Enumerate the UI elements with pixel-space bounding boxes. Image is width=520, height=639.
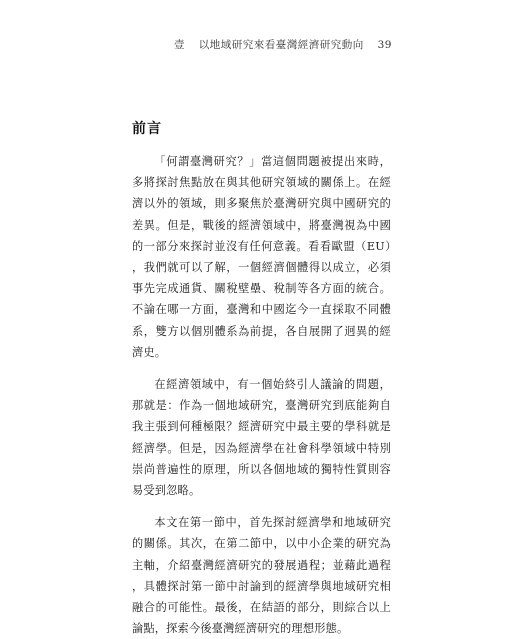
running-header xyxy=(170,37,392,52)
chapter-number: 壹 xyxy=(173,39,185,51)
chapter-title: 以地域研究來看臺灣經濟研究動向 xyxy=(198,39,364,51)
section-heading: 前言 xyxy=(132,121,162,137)
body-text xyxy=(132,151,391,639)
paragraph-1: 「何謂臺灣研究？」當這個問題被提出來時，多將探討焦點放在與其他研究領域的關係上。在經濟以外的領域，則多聚焦於臺灣研究與中國研究的差異。但是，戰後的經濟領域中，將臺灣視為中國的一部分來探討並沒有任何意義。看看歐盟（EU），我們就可以了解，一個經濟個體得以成立，必須事先完成通貨、關稅壁壘、稅制等各方面的統合。不論在哪一方面，臺灣和中國迄今一直採取不同體系，雙方以個別體系為前提，各自展開了迥異的經濟史。 xyxy=(132,155,391,359)
paragraph-3: 本文在第一節中，首先探討經濟學和地域研究的關係。其次，在第二節中，以中小企業的研究為主軸，介紹臺灣經濟研究的發展過程；並藉此過程，具體探討第一節中討論到的經濟學與地域研究相融合的可能性。最後，在結語的部分，則綜合以上論點，探索今後臺灣經濟研究的理想形態。 xyxy=(132,516,391,636)
paragraph-2: 在經濟領域中，有一個始終引人議論的問題，那就是：作為一個地域研究，臺灣研究到底能夠自我主張到何種極限？經濟研究中最主要的學科就是經濟學。但是，因為經濟學在社會科學領域中特別崇尚普遍性的原理，所以各個地域的獨特性質則容易受到忽略。 xyxy=(132,378,391,498)
page-number: 39 xyxy=(377,39,392,51)
